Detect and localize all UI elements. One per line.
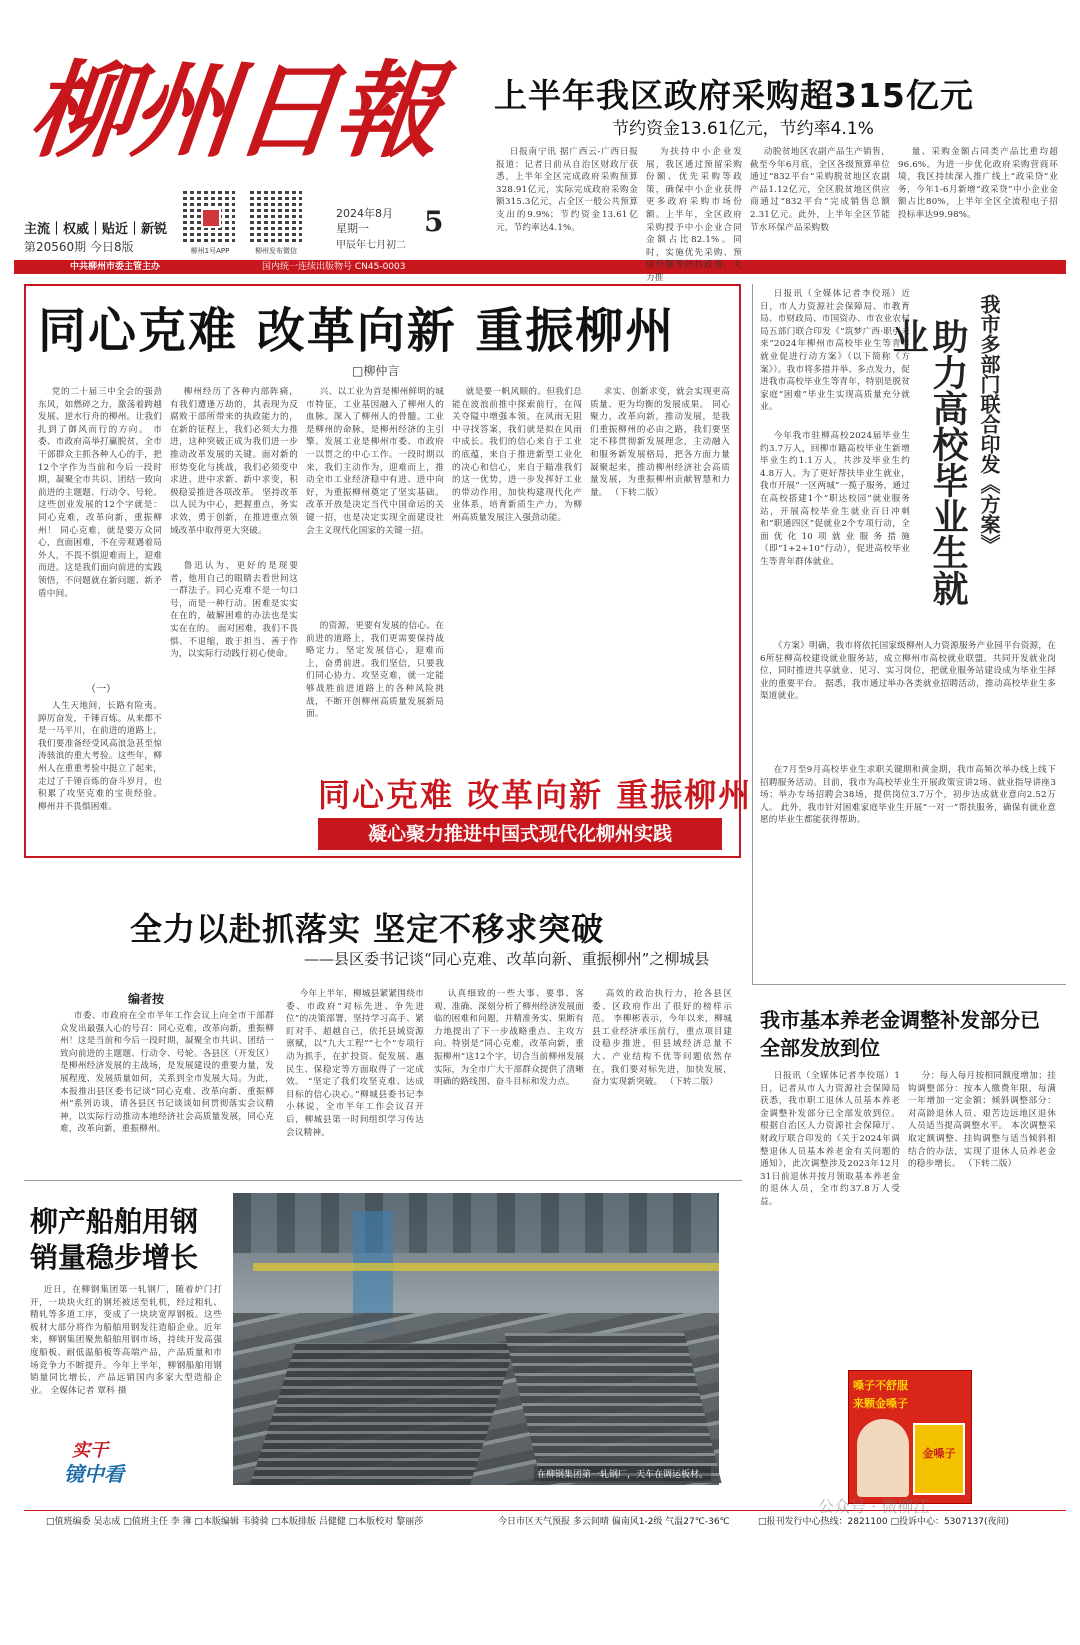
ad-slogan-left: 嗓子不舒服 — [853, 1379, 908, 1392]
interview-col-3: 认真细致的一些大事、要事、客观、准确、深刻分析了柳州经济发展面临的困难和问题，并精准务实、果断有力地提出了下一步战略重点、主攻方向。特别是“同心克难，改革向新，重振柳州”这12个字，切合当前柳州发展实际，为全市广大干部群众提供了清晰明确的路线图、奋斗目标和发力点。 — [434, 989, 584, 1088]
editor-note-head: 编者按 — [128, 992, 165, 1006]
feature-col-5: 求实、创新求变，就会实现更高质量、更为均衡的发展成果。 同心聚力，改革向新，推动发展，是我们重振柳州的必由之路，我们要坚定不移贯彻新发展理念，主动融入和服务新发展格局，把各方面力量凝聚起来，推动柳州经济社会高质量发展，为重振柳州贡献智慧和力量。 （下转二版） — [590, 387, 730, 498]
interview-headline: 全力以赴抓落实 坚定不移求突破 — [130, 910, 605, 948]
side-body-3: 《方案》明确，我市将依托国家级柳州人力资源服务产业园平台资源，在6所驻柳高校建设就业服务站，成立柳州市高校就业联盟，共同开发就业岗位，同时推进共享就业、见习、实习岗位，把就业服务站建设成为毕业生择业的重要平台。 据悉，我市通过举办各类就业招聘活动，推动高校毕业生多渠道就业。 — [760, 641, 1056, 702]
pension-headline: 我市基本养老金调整补发部分已全部发放到位 — [760, 1008, 1040, 1060]
ad-slogan-right: 来颗金嗓子 — [853, 1397, 908, 1410]
ad-brand: 金嗓子 — [922, 1447, 956, 1460]
side-kicker: 我市多部门联合印发《方案》 — [977, 294, 1001, 554]
qr1-caption: 柳州1号APP — [190, 247, 230, 255]
throat-ad — [848, 1370, 972, 1504]
steel-headline-1: 柳产船舶用钢 — [30, 1205, 199, 1238]
feature-col-1: 党的二十届三中全会的强劲东风，如燃碎之力，激荡着跨越发展、逆水行舟的柳州。让我们扎到了御风而行的方向。 市委、市政府高举打赢脱贫，全市干部群众主抓各种人心的手，把12个字作为当前和今后一段时期，凝聚全市共识、团结一致向前进的主题题、行动令、号轮。这些创业发展的12个字就是：同心克难，改革向新，重振柳州！ 同心克难，就是要万众同心，直面困难，不在旁观遇着局外人，不畏不惧迎难而上，迎难而进。这是我们面向前进的实践领悟，不问题就在新问题、新矛盾中间。 — [38, 387, 162, 599]
stamp-line-2: 镜中看 — [64, 1462, 124, 1486]
footer-weather: 今日市区天气预报 多云间晴 偏南风1-2级 气温27℃-36℃ — [498, 1517, 730, 1527]
feature-banner-title: 同心克难 改革向新 重振柳州 — [318, 776, 753, 814]
wechat-qr-code — [250, 190, 302, 242]
stamp-line-1: 实干 — [72, 1440, 108, 1461]
steel-divider — [24, 1180, 742, 1181]
side-headline: 助力高校毕业生就业 — [887, 318, 969, 606]
lead-col-2: 为扶持中小企业发展，我区通过预留采购份额、优先采购等政策，确保中小企业获得更多政府采购市场份额。上半年，全区政府采购授予中小企业合同金额占比82.1%。同时，实施优先采购、预留份额等扶持政策，大力推 — [646, 147, 742, 283]
feature-col-4: 就是要一帆风顺的。但我们总能在波浪前推中探索前行，在闯关夺隘中增强本领，在风雨无阻中寻找答案，我们就是拟在风雨中成长。我们的信心来自于工业的底蕴，来自于推进新型工业化的决心和信心，来自于瞄准我们的这一优势，进一步发挥好工业的带动作用，加快构建现代化产业体系，培育新质生产力，为柳州高质量发展注入强劲动能。 — [452, 387, 582, 523]
interview-col-4: 高效的政治执行力，抢各县区委、区政府作出了很好的榜样示范。 李柳彬表示，今年以来，柳城县工业经济承压前行，重点项目建设稳步推进，但县域经济总量不大、产业结构不优等问题依然存在，我们要对标先进，加快发展，奋力实现新突破。 （下转二版） — [592, 989, 732, 1088]
steel-body: 近日，在柳钢集团第一轧钢厂，随着炉门打开，一块块火红的钢坯被送至轧机，经过粗轧、精轧等多道工序，变成了一块块宽厚钢板。这些板材大部分将作为船舶用钢发往造船企业。近年来，柳钢集团聚焦船舶用钢市场，持续开发高强度船板、耐低温船板等高端产品，产品质量和市场竞争力不断提升。今年上半年，柳钢船舶用钢销量同比增长，产品远销国内多家大型造船企业。 全媒体记者 覃科 摄 — [30, 1285, 222, 1396]
feature-headline: 同心克难 改革向新 重振柳州 — [38, 303, 676, 359]
footer-hotline: □报刊发行中心热线：2821100 □投诉中心：5307137(夜间) — [758, 1517, 1010, 1527]
banner-right-text: 国内统一连续出版物号 CN45-0003 — [262, 262, 406, 272]
editor-note: 市委、市政府在全市半年工作会议上向全市干部群众发出最强人心的号召：同心克难，改革向新，重振柳州！这是当前和今后一段时期，凝聚全市共识、团结一致向前进的主题题、行动令、号轮。各县区（开发区）是柳州经济发展的主战场，是发展建设的重要力量，发展程度、发展质量如何，关系到全市发展大局。为此，本报推出县区委书记谈“同心克难、改革向新、重振柳州”系列访谈，请各县区书记谈谈如何贯彻落实会议精神，以实际行动推动本地经济社会高质量发展，同心克难，改革向新，重振柳州。 — [60, 1011, 274, 1135]
masthead-banner — [14, 260, 1066, 274]
lead-col-4: 量、采购金额占同类产品比重均超96.6%。为进一步优化政府采购营商环境，我区持续深入推广线上“政采贷”业务，今年1-6月新增“政采贷”中小企业金额占比80%，上半年全区全流程电子招投标率达99.98%。 — [898, 147, 1058, 220]
lead-col-1: 日报南宁讯 据广西云-广西日报报道：记者日前从自治区财政厅获悉，上半年全区完成政府采购预算328.91亿元，实际完成政府采购金额315.3亿元，占全区一般公共预算支出的9.9%；节约资金13.61亿元，节约率达4.1%。 — [496, 147, 638, 233]
feature-col-3: 兴、以工业为首是柳州鲜明的城市特征，工业基因融入了柳州人的血脉。深入了柳州人的骨髓。工业是柳州的命脉，是柳州经济的主引擎。发展工业是柳州市委、市政府一以贯之的中心工作。一段时期以来，我们主动作为，迎难而上，推动全市工业经济稳中有进、进中向好，为重振柳州奠定了坚实基础。 改革开放是决定当代中国命运的关键一招，也是决定实现全面建设社会主义现代化国家的关键一招。 — [306, 387, 444, 536]
wechat-watermark: 公众号 · 微柳江 — [818, 1497, 930, 1516]
date-weekday: 星期一 — [336, 222, 369, 235]
masthead-issue: 第20560期 今日8版 — [24, 240, 134, 254]
feature-col-1b: 人生天地间，长路有险夷。踔厉奋发，千锤百炼。从来都不是一马平川，在前进的道路上，我们要准备经受风高浪急甚至惊涛骇浪的重大考验。这些年，柳州人在重重考验中挺立了起来，走过了千锤百炼的奋斗岁月，也积累了攻坚克难的宝贵经验。 柳州并不畏惧困难。 — [38, 701, 162, 812]
lead-col-3: 动脱贫地区农副产品生产销售，截至今年6月底，全区各级预算单位通过“832平台”采购脱贫地区农副产品1.12亿元，全区脱贫地区供应商通过“832平台”完成销售总额2.31亿元。此外，上半年全区节能节水环保产品采购数 — [750, 147, 890, 233]
side-body-1: 日报讯（全媒体记者李佼瑶）近日，市人力资源社会保障局、市教育局、市财政局、市国资办、市农业农村局五部门联合印发《“筑梦广西·职引未来”2024年柳州市高校毕业生等青年就业促进行动方案》（以下简称《方案》）。我市将多措并举、多点发力，促进我市高校毕业生等青年，特别是脱贫家庭“困难”毕业生实现高质量充分就业。 — [760, 289, 910, 413]
date-month: 2024年8月 — [336, 207, 393, 220]
lead-headline: 上半年我区政府采购超315亿元 — [494, 76, 974, 115]
lead-subhead: 节约资金13.61亿元，节约率4.1% — [612, 119, 874, 139]
feature-col-2: 柳州经历了各种内部阵痛，有我们遭逢万劫的，其表现为反腐败干部所带来的执政能力的，在新的征程上，我们必须大力推进，这种突破正成为我们进一步推动改革发展的关键。面对新的形势变化与挑战，我们必须变中求进、进中求新、新中求变，积极稳妥推进各项改革。 坚持改革以人民为中心，把握重点，务实求效，勇于创新，在推进重点领域改革中取得更大突破。 — [170, 387, 298, 536]
feature-banner-subtitle: 凝心聚力推进中国式现代化柳州实践 — [367, 823, 672, 845]
masthead-tagline: 主流｜权威｜贴近｜新锐 — [24, 222, 168, 237]
side-body-4: 在7月至9月高校毕业生求职关键期和黄金期，我市高频次举办线上线下招聘服务活动。目前，我市为高校毕业生开展政策宣讲2场、就业指导讲座3场；举办专场招聘会38场，提供岗位3.7万个，初步达成就业意向2.52万人。 此外，我市针对困难家庭毕业生开展“一对一”帮扶服务，确保有就业意愿的毕业生都能获得帮助。 — [760, 765, 1056, 826]
date-day: 5 — [424, 205, 444, 238]
pension-col-2: 分：每人每月按相同额度增加；挂钩调整部分：按本人缴费年限，每满一年增加一定金额；倾斜调整部分：对高龄退休人员、艰苦边远地区退休人员适当提高调整水平。 本次调整采取定额调整、挂钩调整与适当倾斜相结合的办法，实现了退休人员养老金的稳步增长。 （下转二版） — [908, 1071, 1056, 1170]
feature-section-head: （一） — [86, 684, 116, 695]
date-lunar: 甲辰年七月初二 — [336, 240, 406, 251]
banner-left-text: 中共柳州市委主管主办 — [70, 262, 161, 272]
pension-col-1: 日报讯（全媒体记者李佼瑶）1日，记者从市人力资源社会保障局获悉，我市职工退休人员基本养老金调整补发部分已全部发放到位。 根据自治区人力资源社会保障厅、财政厅联合印发的《关于2024年调整退休人员基本养老金有关问题的通知》，此次调整涉及2023年12月31日前退休并按月领取基本养老金的退休人员，全市约37.8万人受益。 — [760, 1071, 900, 1207]
qr2-caption: 柳州发布微信 — [255, 247, 297, 255]
interview-subhead: ——县区委书记谈“同心克难、改革向新、重振柳州”之柳城县 — [304, 950, 710, 968]
steel-mill-photo — [233, 1193, 719, 1485]
photo-caption: 在柳钢集团第一轧钢厂，天车在调运板材。 — [534, 1466, 711, 1481]
app-qr-code — [183, 190, 235, 242]
shidai-stamp — [64, 1436, 160, 1488]
side-body-2: 今年我市驻柳高校2024届毕业生约3.7万人，回柳市籍高校毕业生新增毕业生约1.1万人，共涉及毕业生约4.8万人。为了更好帮扶毕业生就业，我市开展“一区两城”一揽子服务，通过在高校搭建1个“职达校园”就业服务站，开展高校毕业生就业百日冲刺和“职通四区”促就业2个专项行动，全面优化10项就业服务措施（即“1+2+10”行动），促进高校毕业生等青年群体就业。 — [760, 431, 910, 567]
footer-credits: □值班编委 吴志成 □值班主任 李 簿 □本版编辑 韦骑骑 □本版排版 吕健健 □本版校对 黎丽莎 — [46, 1517, 424, 1527]
feature-col-2b: 鲁迅认为，更好的是现要者，他用自己的眼睛去看世间这一群法子。同心克难不是一句口号，而是一种行动。困难是实实在在的，破解困难的办法也是实实在在的。 面对困难，我们不畏惧、不退缩，敢于担当、善于作为，以实际行动践行初心使命。 — [170, 561, 298, 660]
masthead-logo: 柳州日報 — [23, 49, 445, 172]
feature-col-3b: 的资源，更要有发展的信心。在前进的道路上，我们更需要保持战略定力，坚定发展信心，迎难而上，奋勇前进。我们坚信，只要我们同心协力、攻坚克难，就一定能够战胜前进道路上的各种风险挑战，不断开创柳州高质量发展新局面。 — [306, 621, 444, 720]
side-divider-2 — [752, 984, 1066, 985]
feature-byline: □柳仲言 — [352, 364, 400, 378]
interview-col-2: 今年上半年，柳城县紧紧围绕市委、市政府“对标先进、争先进位”的决策部署，坚持学习高手、紧盯对手、超越自己，依托县域资源禀赋，以“九大工程”“七个”专项行动为抓手，在扩投资、促发展、惠民生、保稳定等方面取得了一定成效。 “坚定了我们攻坚克难、达成目标的信心决心。”柳城县委书记李小林说，全市半年工作会议召开后，柳城县第一时间组织学习传达会议精神。 — [286, 989, 424, 1138]
steel-headline-2: 销量稳步增长 — [30, 1241, 199, 1274]
side-divider — [752, 284, 753, 984]
